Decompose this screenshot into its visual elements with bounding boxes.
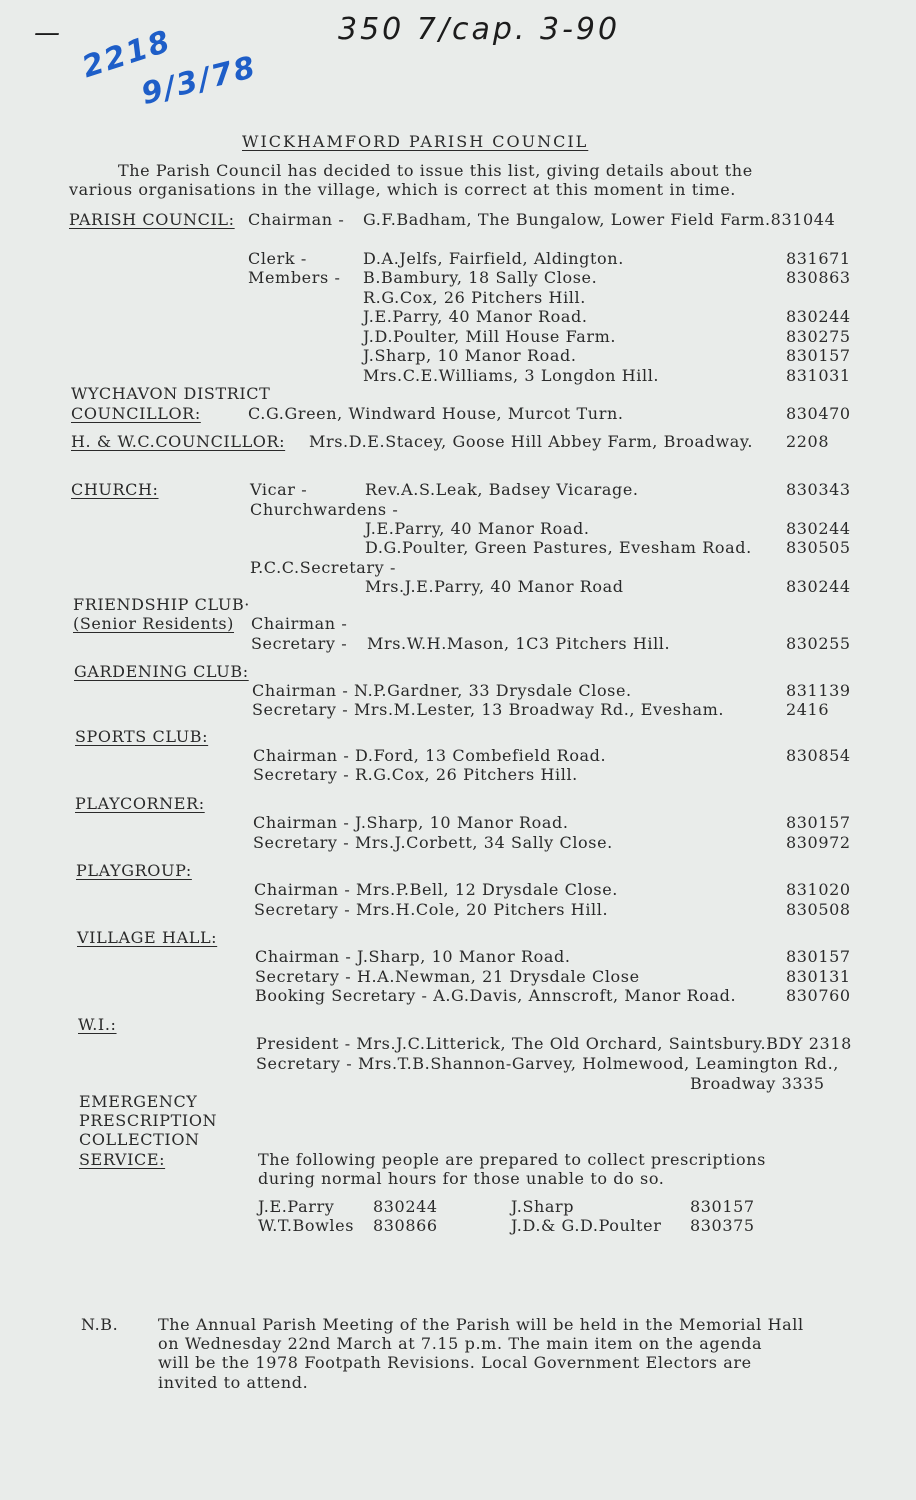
village-hall-chair-tel: 830157 xyxy=(786,947,851,966)
friendship-heading-1: FRIENDSHIP CLUB· xyxy=(73,595,250,614)
pcc-tel: 830244 xyxy=(786,577,851,596)
nb-line-4: invited to attend. xyxy=(158,1373,309,1392)
wi-heading: W.I.: xyxy=(78,1015,117,1034)
friendship-sec-text: Mrs.W.H.Mason, 1C3 Pitchers Hill. xyxy=(367,634,671,653)
gardening-chair-tel: 831139 xyxy=(786,681,851,700)
emergency-person-3: J.Sharp xyxy=(511,1197,575,1216)
emergency-person-4: J.D.& G.D.Poulter xyxy=(511,1216,662,1235)
playgroup-heading: PLAYGROUP: xyxy=(76,861,192,880)
village-hall-chair: Chairman - J.Sharp, 10 Manor Road. xyxy=(255,947,571,966)
village-hall-heading: VILLAGE HALL: xyxy=(77,928,218,947)
emergency-person-1-tel: 830244 xyxy=(373,1197,438,1216)
intro-line-2: various organisations in the village, which is correct at this moment in time. xyxy=(69,180,736,199)
emergency-text-2: during normal hours for those unable to do so. xyxy=(258,1169,665,1188)
member-5: J.Sharp, 10 Manor Road. xyxy=(363,346,577,365)
emergency-person-2-tel: 830866 xyxy=(373,1216,438,1235)
county-tel: 2208 xyxy=(786,432,830,451)
member-4: J.D.Poulter, Mill House Farm. xyxy=(363,327,617,346)
friendship-heading-2: (Senior Residents) xyxy=(73,614,235,633)
nb-label: N.B. xyxy=(81,1315,119,1334)
friendship-chair-role: Chairman - xyxy=(251,614,348,633)
village-hall-booking: Booking Secretary - A.G.Davis, Annscroft, Manor Road. xyxy=(255,986,737,1005)
vicar-tel: 830343 xyxy=(786,480,851,499)
district-heading-1: WYCHAVON DISTRICT xyxy=(71,384,271,403)
parish-chairman-role: Chairman - xyxy=(248,210,345,229)
county-heading: H. & W.C.COUNCILLOR: xyxy=(71,432,286,451)
member-4-tel: 830275 xyxy=(786,327,851,346)
wi-secretary: Secretary - Mrs.T.B.Shannon-Garvey, Holmewood, Leamington Rd., xyxy=(256,1054,839,1073)
clerk-text: D.A.Jelfs, Fairfield, Aldington. xyxy=(363,249,624,268)
playgroup-sec: Secretary - Mrs.H.Cole, 20 Pitchers Hill. xyxy=(254,900,609,919)
vicar-text: Rev.A.S.Leak, Badsey Vicarage. xyxy=(365,480,639,499)
emergency-heading-2: PRESCRIPTION xyxy=(79,1111,218,1130)
emergency-person-4-tel: 830375 xyxy=(690,1216,755,1235)
sports-heading: SPORTS CLUB: xyxy=(75,727,209,746)
district-heading-2: COUNCILLOR: xyxy=(71,404,201,423)
gardening-heading: GARDENING CLUB: xyxy=(74,662,249,681)
gardening-sec-tel: 2416 xyxy=(786,700,830,719)
handwritten-dash: — xyxy=(34,18,63,48)
churchwarden-2: D.G.Poulter, Green Pastures, Evesham Road. xyxy=(365,538,752,557)
emergency-text-1: The following people are prepared to collect prescriptions xyxy=(258,1150,766,1169)
village-hall-sec-tel: 830131 xyxy=(786,967,851,986)
playcorner-sec: Secretary - Mrs.J.Corbett, 34 Sally Close. xyxy=(253,833,613,852)
playcorner-chair-tel: 830157 xyxy=(786,813,851,832)
nb-line-2: on Wednesday 22nd March at 7.15 p.m. The main item on the agenda xyxy=(158,1334,763,1353)
handwritten-blue-date: 9/3/78 xyxy=(138,49,261,112)
playgroup-sec-tel: 830508 xyxy=(786,900,851,919)
friendship-sec-tel: 830255 xyxy=(786,634,851,653)
pcc-role: P.C.C.Secretary - xyxy=(250,558,396,577)
playcorner-sec-tel: 830972 xyxy=(786,833,851,852)
vicar-role: Vicar - xyxy=(250,480,308,499)
gardening-chair: Chairman - N.P.Gardner, 33 Drysdale Close. xyxy=(252,681,632,700)
pcc-text: Mrs.J.E.Parry, 40 Manor Road xyxy=(365,577,624,596)
emergency-heading-1: EMERGENCY xyxy=(79,1092,198,1111)
playcorner-heading: PLAYCORNER: xyxy=(75,794,205,813)
churchwarden-2-tel: 830505 xyxy=(786,538,851,557)
nb-line-1: The Annual Parish Meeting of the Parish will be held in the Memorial Hall xyxy=(158,1315,804,1334)
sports-sec: Secretary - R.G.Cox, 26 Pitchers Hill. xyxy=(253,765,578,784)
member-6-tel: 831031 xyxy=(786,366,851,385)
clerk-tel: 831671 xyxy=(786,249,851,268)
parish-council-heading: PARISH COUNCIL: xyxy=(69,210,235,229)
playgroup-chair-tel: 831020 xyxy=(786,880,851,899)
friendship-sec-role: Secretary - xyxy=(251,634,348,653)
emergency-person-2: W.T.Bowles xyxy=(258,1216,355,1235)
clerk-role: Clerk - xyxy=(248,249,307,268)
member-1-tel: 830863 xyxy=(786,268,851,287)
village-hall-booking-tel: 830760 xyxy=(786,986,851,1005)
county-text: Mrs.D.E.Stacey, Goose Hill Abbey Farm, Broadway. xyxy=(309,432,754,451)
district-text: C.G.Green, Windward House, Murcot Turn. xyxy=(248,404,624,423)
member-5-tel: 830157 xyxy=(786,346,851,365)
churchwarden-1-tel: 830244 xyxy=(786,519,851,538)
nb-line-3: will be the 1978 Footpath Revisions. Local Government Electors are xyxy=(158,1353,752,1372)
member-2: R.G.Cox, 26 Pitchers Hill. xyxy=(363,288,586,307)
playcorner-chair: Chairman - J.Sharp, 10 Manor Road. xyxy=(253,813,569,832)
playgroup-chair: Chairman - Mrs.P.Bell, 12 Drysdale Close. xyxy=(254,880,618,899)
member-3: J.E.Parry, 40 Manor Road. xyxy=(363,307,588,326)
church-heading: CHURCH: xyxy=(71,480,159,499)
member-3-tel: 830244 xyxy=(786,307,851,326)
document-title: WICKHAMFORD PARISH COUNCIL xyxy=(242,132,589,151)
member-1: B.Bambury, 18 Sally Close. xyxy=(363,268,598,287)
village-hall-sec: Secretary - H.A.Newman, 21 Drysdale Close xyxy=(255,967,640,986)
intro-line-1: The Parish Council has decided to issue this list, giving details about the xyxy=(118,161,753,180)
member-6: Mrs.C.E.Williams, 3 Longdon Hill. xyxy=(363,366,660,385)
churchwardens-role: Churchwardens - xyxy=(250,500,399,519)
district-tel: 830470 xyxy=(786,404,851,423)
handwritten-top-note: 350 7/cap. 3-90 xyxy=(338,12,621,47)
emergency-heading-3: COLLECTION xyxy=(79,1130,200,1149)
gardening-sec: Secretary - Mrs.M.Lester, 13 Broadway Rd., Evesham. xyxy=(252,700,725,719)
churchwarden-1: J.E.Parry, 40 Manor Road. xyxy=(365,519,590,538)
sports-chair: Chairman - D.Ford, 13 Combefield Road. xyxy=(253,746,607,765)
wi-president: President - Mrs.J.C.Litterick, The Old Orchard, Saintsbury.BDY 2318 xyxy=(256,1034,852,1053)
handwritten-blue-number: 2218 xyxy=(78,23,176,86)
emergency-person-3-tel: 830157 xyxy=(690,1197,755,1216)
emergency-heading-4: SERVICE: xyxy=(79,1150,166,1169)
members-role: Members - xyxy=(248,268,341,287)
wi-secretary-cont: Broadway 3335 xyxy=(690,1074,825,1093)
parish-chairman-text: G.F.Badham, The Bungalow, Lower Field Farm.831044 xyxy=(363,210,836,229)
emergency-person-1: J.E.Parry xyxy=(258,1197,335,1216)
sports-chair-tel: 830854 xyxy=(786,746,851,765)
